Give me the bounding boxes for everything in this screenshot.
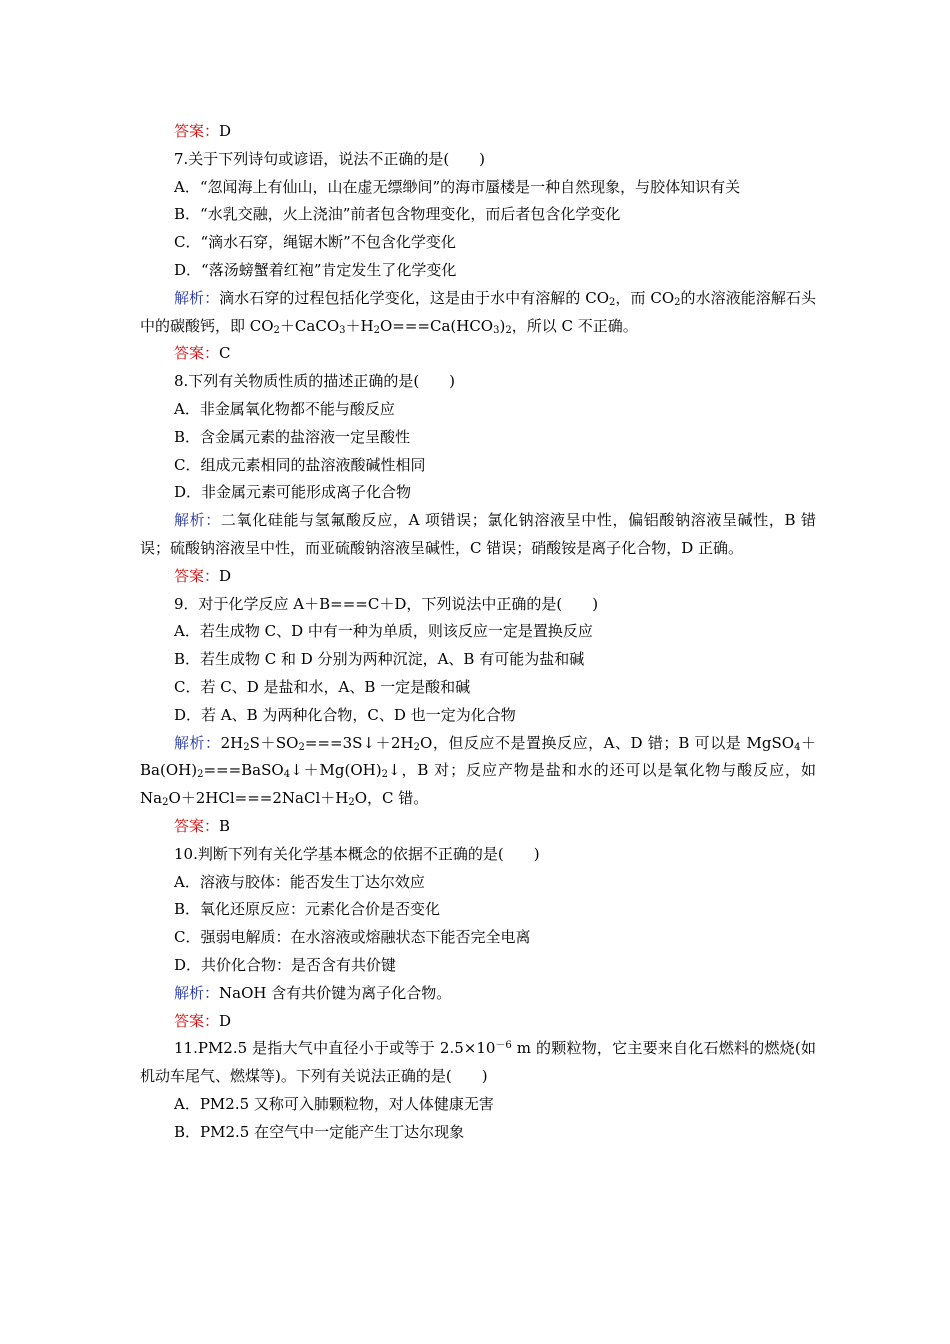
- analysis-label: 解析：: [174, 511, 221, 530]
- option-d: D．“落汤螃蟹着红袍”肯定发生了化学变化: [174, 260, 457, 279]
- analysis-label: 解析：: [174, 983, 220, 1002]
- option-b: B．含金属元素的盐溶液一定呈酸性: [174, 427, 411, 446]
- answer-value: D: [219, 1011, 232, 1030]
- subscript: 2: [273, 324, 280, 336]
- option-a: A．非金属氧化物都不能与酸反应: [174, 399, 395, 418]
- option-b: B．氧化还原反应：元素化合价是否变化: [174, 900, 441, 919]
- subscript: 4: [794, 741, 801, 753]
- subscript: 3: [339, 324, 346, 336]
- answer-label: 答案：: [174, 344, 220, 363]
- answer-label: 答案：: [174, 816, 220, 835]
- option-d: D．非金属元素可能形成离子化合物: [174, 483, 412, 502]
- subscript: 2: [298, 741, 305, 753]
- option-b: B．若生成物 C 和 D 分别为两种沉淀，A、B 有可能为盐和碱: [174, 650, 585, 669]
- analysis-text: ↓＋Mg(OH): [290, 761, 382, 780]
- subscript: 3: [493, 324, 500, 336]
- subscript: 2: [609, 296, 616, 308]
- analysis-text: O，C 错。: [354, 789, 429, 808]
- analysis-text: ===BaSO: [203, 761, 284, 780]
- question-stem: 7.关于下列诗句或谚语，说法不正确的是( ): [174, 149, 486, 168]
- analysis-text: ＋Ba(OH): [140, 733, 816, 780]
- answer-value: D: [219, 122, 232, 140]
- stem-text: m 的颗粒物，它主要来自化石燃料的燃烧(如机动车尾气、燃煤等)。下列有关说法正确的是( ): [140, 1039, 816, 1086]
- analysis-text: ＋CaCO: [279, 316, 340, 335]
- subscript: 4: [283, 769, 291, 781]
- subscript: 2: [413, 741, 421, 753]
- option-b: B．PM2.5 在空气中一定能产生丁达尔现象: [174, 1122, 465, 1141]
- analysis-text: ↓，B 对；反应产物是盐和水的还可以是氧化物与酸反应，如 Na: [140, 761, 816, 808]
- question-content: [140, 118, 816, 1146]
- answer-value: C: [219, 344, 231, 363]
- stem-text: 11.PM2.5 是指大气中直径小于或等于 2.5×10: [174, 1039, 496, 1058]
- analysis-text: NaOH 含有共价键为离子化合物。: [219, 983, 452, 1002]
- question-stem: 9．对于化学反应 A＋B===C＋D，下列说法中正确的是( ): [174, 594, 599, 613]
- question-stem: 10.判断下列有关化学基本概念的依据不正确的是( ): [174, 844, 540, 863]
- option-c: C．强弱电解质：在水溶液或熔融状态下能否完全电离: [174, 928, 531, 947]
- answer-label: 答案：: [174, 1011, 220, 1030]
- option-c: C．若 C、D 是盐和水，A、B 一定是酸和碱: [174, 677, 471, 696]
- answer-line: [140, 563, 816, 591]
- analysis: [140, 730, 816, 813]
- answer-label: 答案：: [174, 122, 220, 140]
- analysis-text: ，而 CO: [615, 288, 675, 307]
- answer-value: B: [219, 816, 231, 835]
- subscript: 2: [373, 324, 380, 336]
- subscript: 2: [162, 797, 169, 809]
- subscript: 2: [381, 769, 388, 781]
- analysis-text: S＋SO: [249, 733, 299, 752]
- subscript: 2: [505, 324, 512, 336]
- analysis-text: ，所以 C 不正确。: [511, 316, 638, 335]
- answer-line: [140, 813, 816, 841]
- option-a: A．若生成物 C、D 中有一种为单质，则该反应一定是置换反应: [174, 622, 593, 641]
- answer-line: [140, 1008, 816, 1036]
- subscript: 2: [348, 797, 355, 809]
- option-c: C．组成元素相同的盐溶液酸碱性相同: [174, 455, 426, 474]
- analysis-text: ===3S↓＋2H: [304, 733, 414, 752]
- answer-line: [140, 118, 816, 146]
- subscript: 2: [197, 769, 204, 781]
- subscript: 2: [243, 741, 250, 753]
- analysis: [140, 980, 816, 1008]
- option-a: A．PM2.5 又称可入肺颗粒物，对人体健康无害: [174, 1094, 494, 1113]
- analysis-label: 解析：: [174, 733, 221, 752]
- question-stem: [140, 1035, 816, 1091]
- analysis-text: 的水溶液能溶解石头中的碳酸钙，即 CO: [140, 288, 816, 335]
- option-c: C．“滴水石穿，绳锯木断”不包含化学变化: [174, 233, 456, 252]
- analysis-text: O===Ca(HCO: [379, 316, 494, 335]
- analysis-text: ＋H: [345, 316, 374, 335]
- option-b: B．“水乳交融，火上浇油”前者包含物理变化，而后者包含化学变化: [174, 205, 621, 224]
- answer-line: [140, 340, 816, 368]
- analysis-text: 滴水石穿的过程包括化学变化，这是由于水中有溶解的 CO: [219, 288, 609, 307]
- option-d: D．共价化合物：是否含有共价键: [174, 955, 397, 974]
- question-stem: 8.下列有关物质性质的描述正确的是( ): [174, 372, 456, 391]
- analysis-text: O＋2HCl===2NaCl＋H: [168, 789, 349, 808]
- answer-label: 答案：: [174, 566, 220, 585]
- superscript: －6: [495, 1040, 512, 1052]
- analysis-label: 解析：: [174, 288, 220, 307]
- analysis: [140, 285, 816, 341]
- analysis-text: O，但反应不是置换反应，A、D 错；B 可以是 MgSO: [420, 733, 795, 752]
- analysis-text: 2H: [220, 733, 244, 752]
- analysis-text: ): [499, 316, 506, 335]
- option-a: A．溶液与胶体：能否发生丁达尔效应: [174, 872, 425, 891]
- answer-value: D: [219, 566, 232, 585]
- analysis: [140, 507, 816, 563]
- option-a: A．“忽闻海上有仙山，山在虚无缥缈间”的海市蜃楼是一种自然现象，与胶体知识有关: [174, 177, 741, 196]
- analysis-text: 二氧化硅能与氢氟酸反应，A 项错误；氯化钠溶液呈中性，偏铝酸钠溶液呈碱性，B 错误；硫酸钠溶液呈中性，而亚硫酸钠溶液呈碱性，C 错误；硝酸铵是离子化合物，D 正确。: [140, 511, 816, 557]
- subscript: 2: [674, 296, 681, 308]
- option-d: D．若 A、B 为两种化合物，C、D 也一定为化合物: [174, 705, 516, 724]
